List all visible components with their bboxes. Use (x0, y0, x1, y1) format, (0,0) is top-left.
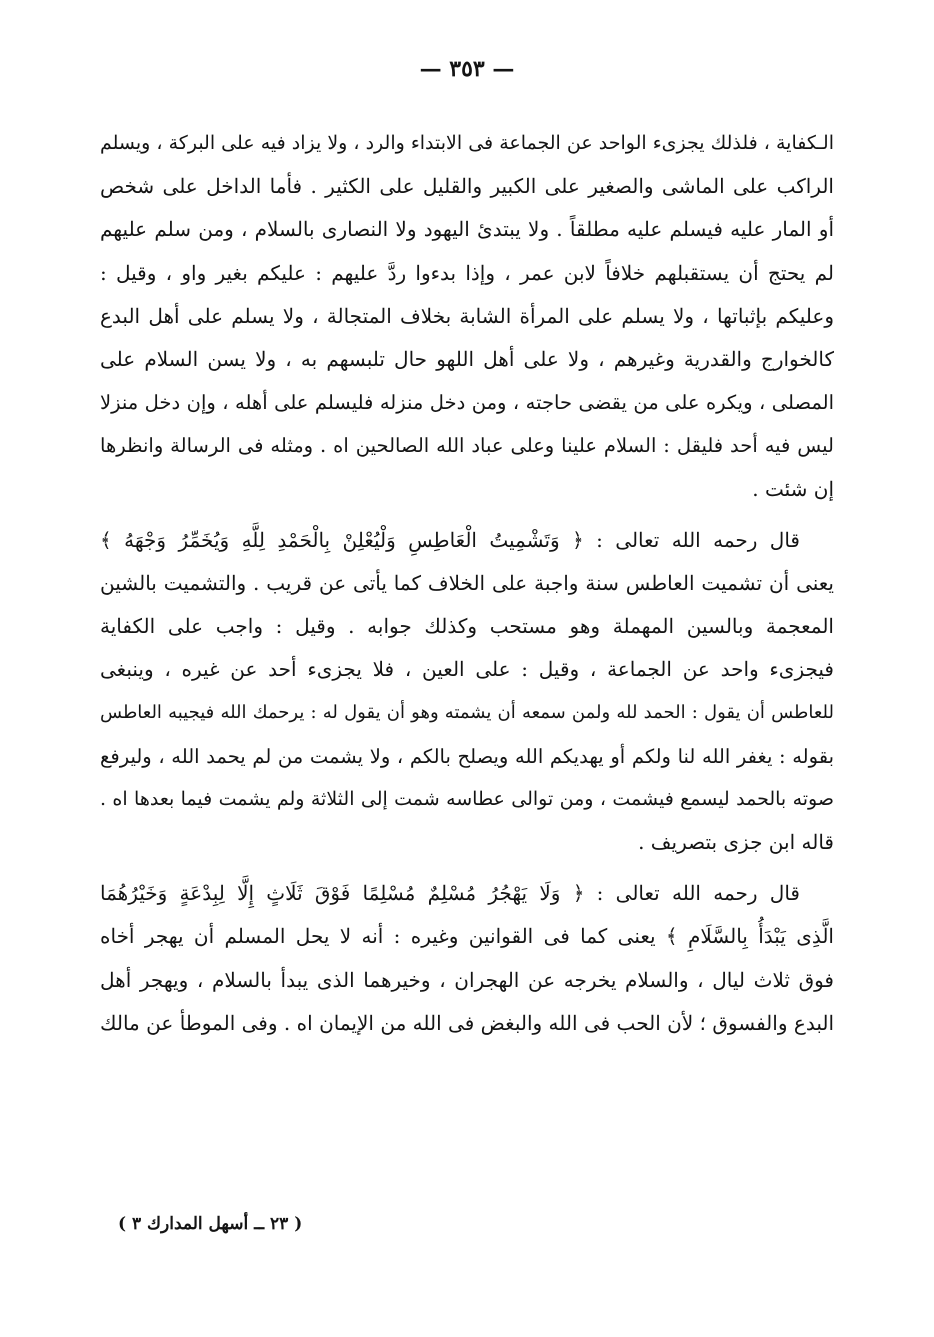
page-number: — ٣٥٣ — (419, 56, 515, 82)
text-line: البدع والفسوق ؛ لأن الحب فى الله والبغض فى الله من الإيمان اه . وفى الموطأ عن مالك (100, 1010, 834, 1035)
text-line: قال رحمه الله تعالى : ﴿ وَتَشْمِيتُ الْعَاطِسِ وَلْيُعْلِنْ بِالْحَمْدِ لِلَّهِ وَيُخَمِّرُ وَجْهَهُ ﴾ (100, 527, 800, 552)
text-line: وعليكم بإثباتها ، ولا يسلم على المرأة الشابة بخلاف المتجالة ، ولا يسلم على أهل البدع (100, 303, 834, 328)
text-line: أو المار عليه فيسلم عليه مطلقاً . ولا يبتدئ اليهود ولا النصارى بالسلام ، ومن سلم عليهم (100, 217, 834, 242)
text-line: الـكفاية ، فلذلك يجزىء الواحد عن الجماعة فى الابتداء والرد ، ولا يزاد فيه على البركة ، ويسلم (100, 132, 834, 154)
text-line: قال رحمه الله تعالى : ﴿ وَلَا يَهْجُرُ مُسْلِمٌ مُسْلِمًا فَوْقَ ثَلَاثٍ إِلَّا لِبِدْعَةٍ وَخَيْرُهُمَا (100, 881, 800, 906)
paragraph-salam (100, 122, 834, 511)
paragraph-tashmeet (100, 519, 834, 865)
text-line: ليس فيه أحد فليقل : السلام علينا وعلى عباد الله الصالحين اه . ومثله فى الرسالة وانظرها (100, 434, 834, 458)
text-line: يعنى أن تشميت العاطس سنة واجبة على الخلاف كما يأتى عن قريب . والتشميت بالشين (100, 570, 834, 595)
text-line: المصلى ، ويكره على من يقضى حاجته ، ومن دخل منزله فليسلم على أهله ، وإن دخل منزلا (100, 391, 834, 415)
text-line: قاله ابن جزى بتصريف . (638, 830, 834, 854)
text-line: الراكب على الماشى والصغير على الكبير والقليل على الكثير . فأما الداخل على شخص (100, 174, 834, 199)
text-line: صوته بالحمد ليسمع فيشمت ، ومن توالى عطاسه شمت إلى الثلاثة ولم يشمت فيما بعدها اه . (100, 787, 834, 810)
text-line: فوق ثلاث ليال ، والسلام يخرجه عن الهجران ، وخيرهما الذى يبدأ بالسلام ، ويهجر أهل (100, 967, 834, 992)
text-line: إن شئت . (752, 476, 834, 501)
paragraph-hajr (100, 872, 834, 1045)
body-text (100, 122, 834, 1045)
text-line: المعجمة وبالسين المهملة وهو مستحب وكذلك جوابه . وقيل : واجب على الكفاية (100, 614, 834, 639)
text-line: فيجزىء واحد عن الجماعة ، وقيل : على العين ، فلا يجزىء أحد عن غيره ، وينبغى (100, 657, 834, 682)
text-line: للعاطس أن يقول : الحمد لله ولمن سمعه أن يشمته وهو أن يقول له : يرحمك الله فيجيبه العاطس (100, 702, 834, 724)
text-line: الَّذِى يَبْدَأُ بِالسَّلَامِ ﴾ يعنى كما فى القوانين وغيره : أنه لا يحل المسلم أن يهجر أخاه (100, 924, 834, 949)
text-line: لم يحتج أن يستقبلهم خلافاً لابن عمر ، وإذا بدءوا ردَّ عليهم : عليكم بغير واو ، وقيل : (100, 260, 834, 285)
text-line: كالخوارج والقدرية وغيرهم ، ولا على أهل اللهو حال تلبسهم به ، ولا يسن السلام على (100, 346, 834, 371)
text-line: بقوله : يغفر الله لنا ولكم أو يهديكم الله ويصلح بالكم ، ولا يشمت من لم يحمد الله ، وليرفع (100, 744, 834, 768)
signature-mark: ( ٢٣ ــ أسهل المدارك ٣ ) (118, 1214, 303, 1234)
